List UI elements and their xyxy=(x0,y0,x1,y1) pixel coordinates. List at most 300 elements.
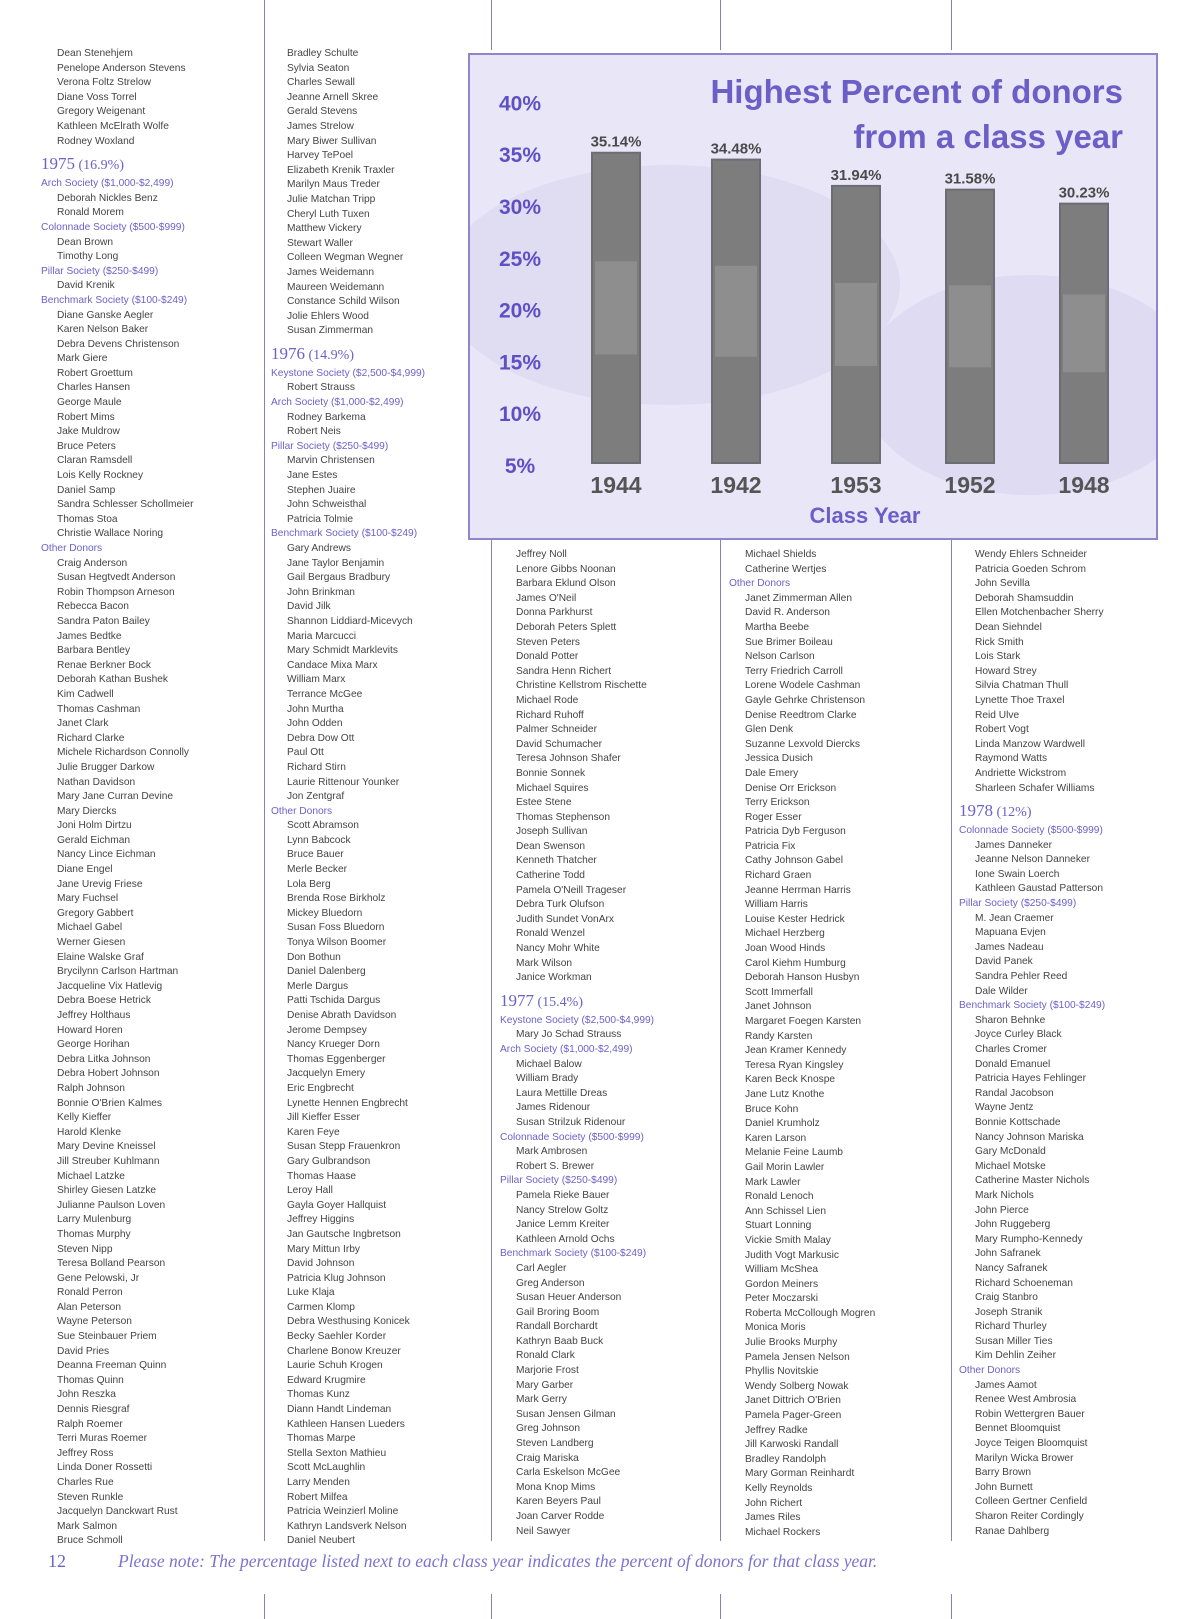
column-rule xyxy=(491,0,492,50)
donor-name: Ralph Johnson xyxy=(57,1082,125,1094)
donor-name: John Richert xyxy=(745,1497,803,1509)
donor-name: Diane Ganske Aegler xyxy=(57,309,154,321)
donor-name: Richard Graen xyxy=(745,870,812,882)
bar-photo-shade xyxy=(835,283,877,366)
donor-name: Howard Horen xyxy=(57,1024,123,1036)
donor-name: Martha Beebe xyxy=(745,621,809,633)
donor-name: Gordon Meiners xyxy=(745,1278,819,1290)
donor-name: Jill Karwoski Randall xyxy=(745,1439,839,1451)
donor-name: Gregory Gabbert xyxy=(57,907,134,919)
donor-name: Lynn Babcock xyxy=(287,834,351,846)
donor-name: Glen Denk xyxy=(745,724,794,736)
donor-name: Catherine Wertjes xyxy=(745,563,827,575)
donor-name: Steven Peters xyxy=(516,636,580,648)
donor-name: Susan Zimmerman xyxy=(287,325,374,337)
donor-name: Werner Giesen xyxy=(57,937,126,949)
donor-name: Jessica Dusich xyxy=(745,753,813,765)
donor-name: Jacqueline Vix Hatlevig xyxy=(57,980,163,992)
donor-name: Joan Wood Hinds xyxy=(745,943,826,955)
giving-society-heading: Other Donors xyxy=(271,805,333,817)
donor-name: Gayle Gehrke Christenson xyxy=(745,694,866,706)
donor-name: Jake Muldrow xyxy=(57,426,120,438)
donor-name: Richard Stirn xyxy=(287,761,346,773)
donor-name: Gary McDonald xyxy=(975,1146,1046,1158)
donor-name: Daniel Neubert xyxy=(287,1535,355,1547)
donor-name: Deborah Nickles Benz xyxy=(57,192,158,204)
column-rule xyxy=(951,540,952,1541)
donor-name: Dean Swenson xyxy=(516,840,586,852)
donor-name: Gary Andrews xyxy=(287,543,351,554)
donor-name: Robin Thompson Arneson xyxy=(57,586,175,598)
donor-name: Robert Strauss xyxy=(287,382,355,394)
donor-name: Ronald Morem xyxy=(57,207,124,219)
donor-name: David Jilk xyxy=(287,601,331,613)
donor-name: Kelly Kieffer xyxy=(57,1112,112,1124)
donor-percent-chart xyxy=(468,53,1158,540)
donor-name: Mark Lawler xyxy=(745,1176,801,1188)
donor-name: Phyllis Novitskie xyxy=(745,1366,819,1378)
donor-name: Craig Stanbro xyxy=(975,1292,1038,1304)
giving-society-heading: Arch Society ($1,000-$2,499) xyxy=(41,178,174,190)
class-year: 1975 xyxy=(41,154,75,174)
donor-name: Nancy Johnson Mariska xyxy=(975,1131,1084,1143)
donor-name: Robert Milfea xyxy=(287,1491,348,1503)
donor-name: Merle Dargus xyxy=(287,980,349,992)
donor-name: Stella Sexton Mathieu xyxy=(287,1447,387,1459)
donor-name: Thomas Quinn xyxy=(57,1374,124,1386)
donor-name: Randal Jacobson xyxy=(975,1087,1054,1099)
donor-name: Jacquelyn Emery xyxy=(287,1068,366,1080)
donor-name: Jeffrey Holthaus xyxy=(57,1010,131,1021)
donor-name: Donald Emanuel xyxy=(975,1058,1051,1070)
column-rule xyxy=(720,540,721,1541)
column-rule xyxy=(951,0,952,50)
donor-name: Teresa Bolland Pearson xyxy=(57,1258,166,1270)
donor-name: Gary Gulbrandson xyxy=(287,1155,371,1167)
donor-name: George Horihan xyxy=(57,1039,130,1051)
donor-name: Dean Stenehjem xyxy=(57,48,133,59)
donor-name: Christine Kellstrom Rischette xyxy=(516,680,647,692)
donor-name: Bruce Kohn xyxy=(745,1103,799,1115)
donor-name: Robert Mims xyxy=(57,411,115,423)
donor-name: Neil Sawyer xyxy=(516,1525,571,1537)
donor-name: Teresa Ryan Kingsley xyxy=(745,1059,844,1071)
donor-name: Pamela Jensen Nelson xyxy=(745,1351,850,1363)
donor-name: Timothy Long xyxy=(57,251,119,263)
donor-name: Joyce Curley Black xyxy=(975,1029,1062,1041)
donor-name: Merle Becker xyxy=(287,864,348,876)
donor-name: Nathan Davidson xyxy=(57,776,136,788)
donor-name: Joyce Teigen Bloomquist xyxy=(975,1438,1088,1450)
donor-name: Kim Dehlin Zeiher xyxy=(975,1350,1056,1362)
donor-name: David Pries xyxy=(57,1345,110,1357)
donor-name: Thomas Stoa xyxy=(57,513,118,525)
donor-name: Michael Motske xyxy=(975,1160,1046,1172)
donor-name: Edward Krugmire xyxy=(287,1374,366,1386)
donor-name: Karen Larson xyxy=(745,1132,807,1144)
donor-name: Bruce Schmoll xyxy=(57,1535,123,1547)
class-year-heading xyxy=(500,990,718,1014)
donor-name: Maria Marcucci xyxy=(287,630,357,642)
class-year-percent: (16.9%) xyxy=(75,158,124,174)
donor-name: Richard Schoeneman xyxy=(975,1277,1073,1289)
x-axis-label: Class Year xyxy=(809,503,921,528)
donor-name: Pamela Pager-Green xyxy=(745,1410,842,1422)
donor-name: Colleen Gertner Cenfield xyxy=(975,1496,1088,1508)
donor-name: Thomas Marpe xyxy=(287,1433,356,1445)
donor-name: Ralph Roemer xyxy=(57,1418,123,1430)
donor-name: Paul Ott xyxy=(287,747,324,759)
donor-name: Diann Handt Lindeman xyxy=(287,1404,392,1416)
donor-name: Linda Doner Rossetti xyxy=(57,1462,153,1474)
donor-name: Gene Pelowski, Jr xyxy=(57,1272,140,1284)
donor-name: Mark Gerry xyxy=(516,1394,567,1406)
donor-name: Deborah Hanson Husbyn xyxy=(745,972,860,984)
donor-name: Ronald Clark xyxy=(516,1350,575,1362)
donor-name: Carmen Klomp xyxy=(287,1301,355,1313)
donor-name: Christie Wallace Noring xyxy=(57,528,164,540)
donor-name: Terry Erickson xyxy=(745,797,810,809)
donor-name: Thomas Kunz xyxy=(287,1389,350,1401)
donor-name: Teresa Johnson Shafer xyxy=(516,753,621,765)
giving-society-heading: Arch Society ($1,000-$2,499) xyxy=(500,1044,633,1055)
donor-name: Wayne Peterson xyxy=(57,1316,132,1328)
donor-name: Shannon Liddiard-Micevych xyxy=(287,615,413,627)
donor-name: Charles Sewall xyxy=(287,77,355,89)
donor-name: Matthew Vickery xyxy=(287,223,362,235)
donor-name: Denise Abrath Davidson xyxy=(287,1010,397,1021)
donor-name: Dean Siehndel xyxy=(975,621,1042,633)
y-tick-label: 10% xyxy=(498,403,542,427)
donor-name: Rodney Barkema xyxy=(287,411,366,423)
donor-name: Laura Mettille Dreas xyxy=(516,1087,608,1099)
donor-name: George Maule xyxy=(57,397,122,409)
donor-name: Jon Zentgraf xyxy=(287,791,345,803)
donor-name: Debra Devens Christenson xyxy=(57,338,180,350)
donor-name: James Ridenour xyxy=(516,1102,591,1114)
donor-name: Bennet Bloomquist xyxy=(975,1423,1061,1435)
donor-name: Pamela O'Neill Trageser xyxy=(516,884,627,896)
donor-name: Raymond Watts xyxy=(975,753,1048,765)
donor-name: Mickey Bluedorn xyxy=(287,907,363,919)
donor-name: Susan Hegtvedt Anderson xyxy=(57,572,176,584)
giving-society-heading: Colonnade Society ($500-$999) xyxy=(959,825,1103,837)
category-label: 1952 xyxy=(944,472,996,498)
donor-name: Marjorie Frost xyxy=(516,1365,579,1377)
giving-society-heading: Other Donors xyxy=(729,578,791,590)
donor-name: Jeffrey Higgins xyxy=(287,1214,355,1226)
y-tick-label: 35% xyxy=(498,144,542,168)
giving-society-heading: Other Donors xyxy=(41,543,103,554)
donor-name: Nancy Safranek xyxy=(975,1262,1048,1274)
donor-name: Ann Schissel Lien xyxy=(745,1205,826,1217)
donor-name: James Aamot xyxy=(975,1379,1037,1391)
donor-name: Patricia Goeden Schrom xyxy=(975,563,1086,575)
donor-name: Debra Turk Olufson xyxy=(516,899,605,911)
y-tick-label: 25% xyxy=(498,247,542,271)
donor-name: Claran Ramsdell xyxy=(57,455,133,467)
donor-name: Kathleen Hansen Lueders xyxy=(287,1418,405,1430)
donor-name: Rodney Woxland xyxy=(57,135,135,147)
donor-name: Shirley Giesen Latzke xyxy=(57,1185,157,1197)
donor-column-5 xyxy=(959,548,1181,1539)
donor-name: Randy Karsten xyxy=(745,1030,813,1042)
column-rule xyxy=(491,1594,492,1619)
donor-name: John Brinkman xyxy=(287,586,355,598)
donor-name: Harold Klenke xyxy=(57,1126,121,1138)
donor-name: Terrance McGee xyxy=(287,688,363,700)
donor-name: Diane Voss Torrel xyxy=(57,91,137,103)
class-year: 1977 xyxy=(500,990,534,1010)
donor-name: David Krenik xyxy=(57,280,115,292)
donor-name: Dale Wilder xyxy=(975,985,1028,997)
donor-name: Mary Schmidt Marklevits xyxy=(287,645,398,657)
donor-name: David Schumacher xyxy=(516,738,603,750)
donor-name: David Johnson xyxy=(287,1258,355,1270)
donor-name: Thomas Stephenson xyxy=(516,811,611,823)
donor-name: Dennis Riesgraf xyxy=(57,1404,130,1416)
donor-name: Richard Thurley xyxy=(975,1321,1047,1333)
donor-name: Joni Holm Dirtzu xyxy=(57,820,132,832)
donor-name: Bruce Bauer xyxy=(287,849,344,861)
donor-name: Luke Klaja xyxy=(287,1287,335,1299)
column-rule xyxy=(951,1594,952,1619)
donor-name: Don Bothun xyxy=(287,951,341,963)
donor-name: Kathryn Landsverk Nelson xyxy=(287,1520,407,1532)
category-label: 1948 xyxy=(1058,472,1110,498)
donor-name: Renee West Ambrosia xyxy=(975,1394,1077,1406)
donor-name: Mary Fuchsel xyxy=(57,893,119,905)
donor-name: Mary Jane Curran Devine xyxy=(57,791,174,803)
donor-name: Richard Ruhoff xyxy=(516,709,584,721)
donor-name: Silvia Chatman Thull xyxy=(975,680,1069,692)
donor-name: Jane Taylor Benjamin xyxy=(287,557,385,569)
donor-name: Carla Eskelson McGee xyxy=(516,1467,621,1479)
donor-name: Candace Mixa Marx xyxy=(287,659,378,671)
y-tick-label: 20% xyxy=(498,299,542,323)
donor-name: Jane Lutz Knothe xyxy=(745,1088,825,1100)
category-label: 1953 xyxy=(830,472,882,498)
donor-name: Sandra Schlesser Schollmeier xyxy=(57,499,194,511)
giving-society-heading: Colonnade Society ($500-$999) xyxy=(500,1131,644,1143)
donor-name: Michael Latzke xyxy=(57,1170,125,1182)
donor-name: Ranae Dahlberg xyxy=(975,1525,1050,1537)
donor-name: James Bedtke xyxy=(57,630,122,642)
donor-name: Thomas Murphy xyxy=(57,1228,131,1240)
donor-name: Jan Gautsche Ingbretson xyxy=(287,1228,401,1240)
donor-name: John Ruggeberg xyxy=(975,1219,1051,1231)
donor-name: Constance Schild Wilson xyxy=(287,296,400,308)
donor-name: Brenda Rose Birkholz xyxy=(287,893,386,905)
y-tick-label: 15% xyxy=(498,351,542,375)
donor-name: Julie Brooks Murphy xyxy=(745,1337,838,1349)
donor-name: Terri Muras Roemer xyxy=(57,1433,148,1445)
donor-name: Julie Brugger Darkow xyxy=(57,761,155,773)
donor-name: Robert Neis xyxy=(287,426,341,438)
donor-name: John Sevilla xyxy=(975,578,1030,590)
donor-name: Tonya Wilson Boomer xyxy=(287,937,387,949)
donor-name: Jeffrey Noll xyxy=(516,549,567,560)
donor-name: Mary Gorman Reinhardt xyxy=(745,1468,855,1480)
donor-name: Palmer Schneider xyxy=(516,724,597,736)
donor-name: Jeffrey Radke xyxy=(745,1424,808,1436)
donor-name: Michael Squires xyxy=(516,782,589,794)
donor-name: Jolie Ehlers Wood xyxy=(287,310,369,322)
column-rule xyxy=(720,1594,721,1619)
giving-society-heading: Pillar Society ($250-$499) xyxy=(271,440,389,452)
donor-name: Mary Rumpho-Kennedy xyxy=(975,1233,1083,1245)
donor-name: Nancy Mohr White xyxy=(516,943,600,955)
donor-name: Becky Saehler Korder xyxy=(287,1331,387,1343)
donor-name: Bonnie Sonnek xyxy=(516,767,586,779)
donor-name: Wendy Ehlers Schneider xyxy=(975,549,1087,560)
donor-name: Patricia Dyb Ferguson xyxy=(745,826,846,838)
donor-name: John Safranek xyxy=(975,1248,1041,1260)
donor-name: Barry Brown xyxy=(975,1467,1032,1479)
donor-name: John Murtha xyxy=(287,703,344,715)
donor-name: Michael Herzberg xyxy=(745,928,825,940)
donor-name: Gail Broring Boom xyxy=(516,1306,600,1318)
donor-name: Sylvia Seaton xyxy=(287,62,350,74)
donor-name: Scott McLaughlin xyxy=(287,1462,366,1474)
donor-name: Maureen Weidemann xyxy=(287,281,385,293)
donor-name: Janet Clark xyxy=(57,718,109,730)
donor-name: Mona Knop Mims xyxy=(516,1481,596,1493)
donor-name: Michele Richardson Connolly xyxy=(57,747,189,759)
bar-value-label: 30.23% xyxy=(1058,184,1110,202)
donor-name: Michael Rockers xyxy=(745,1526,821,1538)
donor-name: Wendy Solberg Nowak xyxy=(745,1380,849,1392)
donor-column-2 xyxy=(271,47,489,1549)
donor-name: Greg Anderson xyxy=(516,1277,585,1289)
donor-name: Mary Diercks xyxy=(57,805,117,817)
donor-name: Kenneth Thatcher xyxy=(516,855,597,867)
donor-name: Janet Dittrich O'Brien xyxy=(745,1395,841,1407)
donor-name: Donna Parkhurst xyxy=(516,607,593,619)
donor-name: Lynette Hennen Engbrecht xyxy=(287,1097,408,1109)
donor-name: Roberta McCollough Mogren xyxy=(745,1307,876,1319)
donor-name: Gerald Stevens xyxy=(287,106,358,118)
donor-name: Daniel Dalenberg xyxy=(287,966,366,978)
column-rule xyxy=(264,1594,265,1619)
giving-society-heading: Pillar Society ($250-$499) xyxy=(500,1175,618,1187)
donor-name: Michael Shields xyxy=(745,549,817,560)
donor-name: Thomas Eggenberger xyxy=(287,1053,386,1065)
donor-name: Linda Manzow Wardwell xyxy=(975,738,1086,750)
donor-name: Patricia Tolmie xyxy=(287,513,354,525)
class-year-percent: (15.4%) xyxy=(534,994,583,1010)
donor-name: John Odden xyxy=(287,718,343,730)
giving-society-heading: Keystone Society ($2,500-$4,999) xyxy=(271,367,426,379)
donor-name: Gail Morin Lawler xyxy=(745,1161,825,1173)
donor-name: Sharon Reiter Cordingly xyxy=(975,1511,1084,1522)
donor-name: Brycilynn Carlson Hartman xyxy=(57,966,179,978)
donor-name: Judith Vogt Markusic xyxy=(745,1249,839,1261)
donor-name: Mary Mittun Irby xyxy=(287,1243,361,1255)
donor-name: Mark Giere xyxy=(57,353,108,365)
donor-name: Ronald Lenoch xyxy=(745,1191,814,1203)
class-year: 1976 xyxy=(271,343,305,363)
donor-name: Janet Zimmerman Allen xyxy=(745,592,853,604)
donor-name: Daniel Samp xyxy=(57,484,116,496)
donor-name: Gail Bergaus Bradbury xyxy=(287,572,391,584)
donor-name: Dale Emery xyxy=(745,767,799,779)
donor-name: Gayla Goyer Hallquist xyxy=(287,1199,387,1211)
donor-name: Lynette Thoe Traxel xyxy=(975,694,1065,706)
donor-name: Carol Kiehm Humburg xyxy=(745,957,846,969)
donor-name: Craig Anderson xyxy=(57,557,128,569)
donor-name: M. Jean Craemer xyxy=(975,912,1054,924)
donor-name: Cathy Johnson Gabel xyxy=(745,855,843,867)
bar-photo-shade xyxy=(1063,294,1105,372)
category-label: 1942 xyxy=(710,472,762,498)
donor-name: Nelson Carlson xyxy=(745,651,815,663)
donor-name: Gerald Eichman xyxy=(57,834,131,846)
donor-name: Kathleen McElrath Wolfe xyxy=(57,120,169,132)
category-label: 1944 xyxy=(590,472,642,498)
donor-name: Denise Orr Erickson xyxy=(745,782,837,794)
donor-name: Dean Brown xyxy=(57,236,114,248)
donor-name: Kathleen Gaustad Patterson xyxy=(975,883,1103,895)
donor-name: Louise Kester Hedrick xyxy=(745,913,845,925)
class-year-heading xyxy=(41,153,261,177)
donor-name: Charlene Bonow Kreuzer xyxy=(287,1345,401,1357)
donor-name: Ione Swain Loerch xyxy=(975,868,1060,880)
donor-name: Julie Matchan Tripp xyxy=(287,193,376,205)
y-tick-label: 40% xyxy=(498,92,542,116)
donor-name: Patti Tschida Dargus xyxy=(287,995,381,1007)
donor-name: Robert Vogt xyxy=(975,724,1029,736)
donor-name: Charles Rue xyxy=(57,1477,114,1488)
donor-name: Larry Menden xyxy=(287,1477,350,1488)
giving-society-heading: Colonnade Society ($500-$999) xyxy=(41,221,185,233)
donor-name: Michael Gabel xyxy=(57,922,123,934)
bar-value-label: 34.48% xyxy=(710,140,762,158)
donor-name: Mark Wilson xyxy=(516,957,573,969)
bar-value-label: 31.94% xyxy=(830,166,882,184)
donor-name: Deanna Freeman Quinn xyxy=(57,1360,167,1372)
donor-name: Judith Sundet VonArx xyxy=(516,913,614,925)
donor-name: Lenore Gibbs Noonan xyxy=(516,563,616,575)
donor-name: Lois Kelly Rockney xyxy=(57,470,144,482)
donor-name: Suzanne Lexvold Diercks xyxy=(745,738,860,750)
donor-name: Roger Esser xyxy=(745,811,802,823)
donor-name: Susan Miller Ties xyxy=(975,1335,1053,1347)
donor-name: John Pierce xyxy=(975,1204,1029,1216)
donor-name: Richard Clarke xyxy=(57,732,125,744)
donor-name: Daniel Krumholz xyxy=(745,1118,820,1130)
donor-name: Andriette Wickstrom xyxy=(975,767,1067,779)
donor-name: Leroy Hall xyxy=(287,1185,333,1197)
class-year-percent: (14.9%) xyxy=(305,347,354,363)
donor-name: Verona Foltz Strelow xyxy=(57,77,151,89)
donor-name: Susan Heuer Anderson xyxy=(516,1292,622,1304)
donor-name: Colleen Wegman Wegner xyxy=(287,252,404,264)
donor-name: Alan Peterson xyxy=(57,1301,121,1313)
donor-name: Karen Feye xyxy=(287,1126,340,1138)
donor-name: Randall Borchardt xyxy=(516,1321,598,1333)
donor-name: Craig Mariska xyxy=(516,1452,579,1464)
donor-name: Jean Kramer Kennedy xyxy=(745,1045,847,1057)
bar-photo-shade xyxy=(949,285,991,367)
donor-name: Joan Carver Rodde xyxy=(516,1511,605,1522)
donor-name: Elizabeth Krenik Traxler xyxy=(287,164,395,176)
donor-name: Catherine Todd xyxy=(516,870,585,882)
chart-title-line-1: Highest Percent of donors xyxy=(710,73,1123,110)
donor-name: Mark Nichols xyxy=(975,1189,1034,1201)
giving-society-heading: Keystone Society ($2,500-$4,999) xyxy=(500,1014,655,1026)
donor-name: Mary Garber xyxy=(516,1379,574,1391)
